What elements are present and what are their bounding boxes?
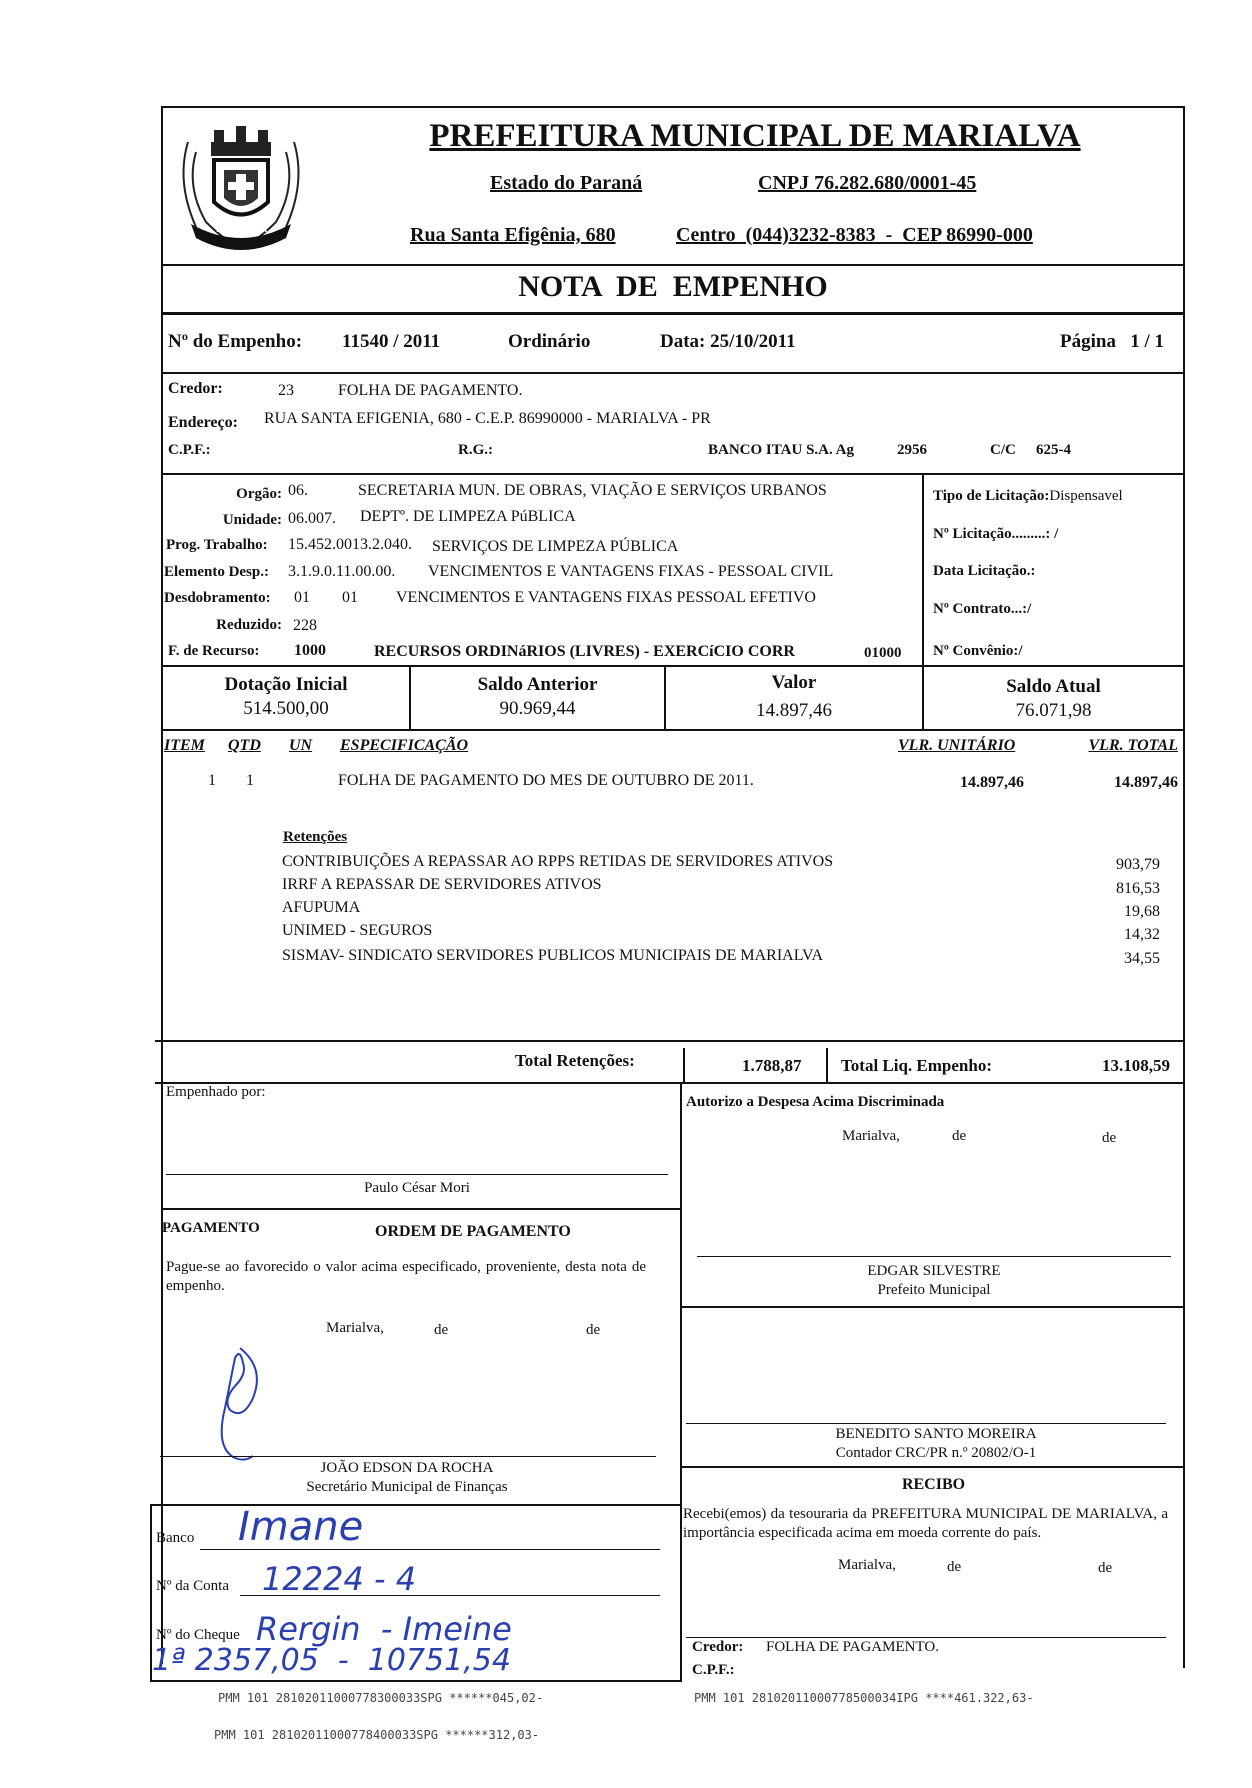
cnpj: CNPJ 76.282.680/0001-45 <box>758 172 977 194</box>
dotacao-value: 514.500,00 <box>243 698 329 719</box>
retencao-1-value: 903,79 <box>1116 856 1160 873</box>
col-qtd: QTD <box>228 737 261 754</box>
empenho-number-label: Nº do Empenho: <box>168 331 303 352</box>
dotacao-label: Dotação Inicial <box>224 674 348 695</box>
item-desc: FOLHA DE PAGAMENTO DO MES DE OUTUBRO DE 2011. <box>338 772 754 789</box>
recibo-cpf-label: C.P.F.: <box>692 1662 735 1678</box>
desdobramento-label: Desdobramento: <box>164 590 271 606</box>
bank-stamp-left-2: PMM 101 28102011000778400033SPG ******312,03- <box>214 1728 540 1742</box>
totals-sep-1 <box>683 1048 685 1082</box>
licitacao-divider <box>922 474 924 666</box>
saldo-anterior-value: 90.969,44 <box>499 698 576 719</box>
retencao-2-value: 816,53 <box>1116 880 1160 897</box>
credor-label: Credor: <box>168 380 223 397</box>
contador-signature-line <box>686 1423 1166 1424</box>
cheque-label: Nº do Cheque <box>156 1627 240 1643</box>
address: Rua Santa Efigênia, 680 <box>410 224 616 246</box>
saldo-atual-value: 76.071,98 <box>1015 700 1092 721</box>
recibo-title: RECIBO <box>901 1476 966 1493</box>
empenho-divider <box>161 372 1185 374</box>
frame-top <box>161 106 1185 108</box>
banco-label: Banco <box>156 1530 195 1546</box>
title-divider <box>161 312 1185 315</box>
empenhado-signature-line <box>166 1174 668 1175</box>
data-licitacao: Data Licitação.: <box>933 563 1036 579</box>
bottom-split <box>680 1082 682 1682</box>
prog-trabalho-value: 15.452.0013.2.040. <box>288 536 412 553</box>
header-divider <box>161 264 1185 266</box>
numero-convenio: Nº Convênio:/ <box>933 643 1023 659</box>
col-un: UN <box>289 737 313 754</box>
pagamento-text: Pague-se ao favorecido o valor acima especificado, proveniente, desta nota de empenho. <box>166 1259 646 1294</box>
credor-code: 23 <box>278 382 294 399</box>
item-unit-value: 14.897,46 <box>960 774 1024 791</box>
prefeito-name: EDGAR SILVESTRE <box>867 1263 1001 1279</box>
state-name: Estado do Paraná <box>490 172 643 194</box>
district-phone-cep: Centro (044)3232-8383 - CEP 86990-000 <box>676 224 1033 246</box>
elemento-value: 3.1.9.0.11.00.00. <box>288 563 396 580</box>
conta-label: Nº da Conta <box>156 1578 229 1594</box>
saldo-anterior-label: Saldo Anterior <box>477 674 598 695</box>
municipal-seal <box>166 112 316 262</box>
cheque-line <box>150 1680 682 1682</box>
recurso-value: 1000 <box>294 642 326 659</box>
secretario-role: Secretário Municipal de Finanças <box>306 1479 508 1495</box>
retencao-3-desc: AFUPUMA <box>282 899 361 916</box>
banco-handwritten: Imane <box>238 1504 364 1550</box>
empenhado-divider <box>161 1208 681 1210</box>
pagamento-signature-line <box>160 1456 656 1457</box>
contador-box-top <box>682 1306 1185 1307</box>
cc-label: C/C <box>990 442 1016 458</box>
reduzido-label: Reduzido: <box>216 617 282 633</box>
recibo-text: Recebi(emos) da tesouraria da PREFEITURA MUNICIPAL DE MARIALVA, a importância especificada acima em moeda corrente do país. <box>683 1506 1168 1541</box>
numero-contrato: Nº Contrato...:/ <box>933 601 1032 617</box>
elemento-desc: VENCIMENTOS E VANTAGENS FIXAS - PESSOAL CIVIL <box>428 563 834 580</box>
prefeitura-title: PREFEITURA MUNICIPAL DE MARIALVA <box>429 118 1081 154</box>
credor-divider <box>161 473 1185 475</box>
valor-value: 14.897,46 <box>756 700 832 721</box>
credor-name: FOLHA DE PAGAMENTO. <box>338 382 523 399</box>
valor-label: Valor <box>771 672 817 693</box>
pagamento-city: Marialva, <box>326 1320 384 1336</box>
page-number: Página 1 / 1 <box>1060 331 1164 352</box>
agency-number: 2956 <box>897 442 927 458</box>
cc-value: 625-4 <box>1036 442 1071 458</box>
empenhado-name: Paulo César Mori <box>364 1180 470 1196</box>
conta-handwritten: 12224 - 4 <box>262 1560 417 1598</box>
ordem-pagamento-title: ORDEM DE PAGAMENTO <box>375 1223 571 1240</box>
autorizo-title: Autorizo a Despesa Acima Discriminada <box>686 1094 945 1110</box>
recibo-signature-line <box>686 1637 1166 1638</box>
total-liquido-label: Total Liq. Empenho: <box>841 1056 992 1075</box>
tipo-licitacao-value: Dispensavel <box>1049 488 1123 504</box>
pagamento-de-2: de <box>586 1322 601 1338</box>
retencao-4-desc: UNIMED - SEGUROS <box>282 922 433 939</box>
empenhado-label: Empenhado por: <box>166 1084 266 1100</box>
total-retencoes-value: 1.788,87 <box>742 1056 802 1075</box>
signature-icon <box>205 1338 295 1466</box>
secretario-name: JOÃO EDSON DA ROCHA <box>320 1460 494 1476</box>
item-total-value: 14.897,46 <box>1114 774 1178 791</box>
unidade-desc: DEPTº. DE LIMPEZA PúBLICA <box>360 508 576 525</box>
item-number: 1 <box>208 772 216 789</box>
bank-stamp-right-1: PMM 101 28102011000778500034IPG ****461.322,63- <box>694 1691 1034 1705</box>
cheque-handwritten-1: Rergin - Imeine <box>256 1610 512 1648</box>
rg-label: R.G.: <box>458 442 493 458</box>
contador-divider <box>682 1466 1185 1468</box>
saldos-divider <box>161 729 1185 731</box>
recibo-de-2: de <box>1098 1560 1113 1576</box>
autorizo-city: Marialva, <box>842 1128 900 1144</box>
empenho-type: Ordinário <box>508 331 591 352</box>
recibo-credor-value: FOLHA DE PAGAMENTO. <box>766 1639 939 1655</box>
retencao-5-desc: SISMAV- SINDICATO SERVIDORES PUBLICOS MUNICIPAIS DE MARIALVA <box>282 947 824 964</box>
totals-bottom <box>155 1082 1185 1084</box>
frame-left <box>161 106 163 1664</box>
seal-text: MARIALVA <box>216 225 267 235</box>
autorizo-de-2: de <box>1102 1130 1117 1146</box>
numero-licitacao: Nº Licitação.........: / <box>933 526 1059 542</box>
pagamento-de-1: de <box>434 1322 449 1338</box>
bank-stamp-left-1: PMM 101 28102011000778300033SPG ******045,02- <box>218 1691 544 1705</box>
endereco-label: Endereço: <box>168 414 238 431</box>
recurso-desc: RECURSOS ORDINáRIOS (LIVRES) - EXERCíCIO CORR <box>374 643 795 660</box>
contador-role: Contador CRC/PR n.º 20802/O-1 <box>835 1445 1037 1461</box>
empenho-date: Data: 25/10/2011 <box>660 331 796 352</box>
unidade-code: 06.007. <box>288 510 336 527</box>
orgao-desc: SECRETARIA MUN. DE OBRAS, VIAÇÃO E SERVIÇOS URBANOS <box>358 482 827 499</box>
doc-title: NOTA DE EMPENHO <box>518 270 828 303</box>
prog-trabalho-desc: SERVIÇOS DE LIMPEZA PÚBLICA <box>432 538 679 555</box>
totals-top <box>155 1040 1185 1042</box>
autorizo-de-1: de <box>952 1128 967 1144</box>
cpf-label: C.P.F.: <box>168 442 211 458</box>
endereco-value: RUA SANTA EFIGENIA, 680 - C.E.P. 86990000 - MARIALVA - PR <box>264 410 711 427</box>
contador-name: BENEDITO SANTO MOREIRA <box>835 1426 1037 1442</box>
autorizo-signature-line <box>697 1256 1171 1257</box>
tipo-licitacao-label <box>933 488 1123 505</box>
retencao-1-desc: CONTRIBUIÇÕES A REPASSAR AO RPPS RETIDAS DE SERVIDORES ATIVOS <box>282 853 834 870</box>
pagamento-divider <box>152 1504 682 1506</box>
elemento-label: Elemento Desp.: <box>164 564 269 580</box>
recurso-label: F. de Recurso: <box>168 643 260 659</box>
handwritten-signature <box>205 1338 295 1466</box>
saldo-atual-label: Saldo Atual <box>1006 676 1101 697</box>
desdobramento-b: 01 <box>342 589 358 606</box>
col-vlr-unitario: VLR. UNITÁRIO <box>898 737 1016 754</box>
orgao-label: Orgão: <box>236 486 282 502</box>
empenho-number: 11540 / 2011 <box>342 331 441 352</box>
retencao-3-value: 19,68 <box>1124 903 1160 920</box>
item-qtd: 1 <box>246 772 254 789</box>
col-especificacao: ESPECIFICAÇÃO <box>340 737 469 754</box>
prefeito-role: Prefeito Municipal <box>877 1282 991 1298</box>
cheque-handwritten-2: 1ª 2357,05 - 10751,54 <box>152 1643 511 1678</box>
bank-name: BANCO ITAU S.A. Ag <box>708 442 854 458</box>
retencao-5-value: 34,55 <box>1124 950 1160 967</box>
retencao-2-desc: IRRF A REPASSAR DE SERVIDORES ATIVOS <box>282 876 602 893</box>
desdobramento-desc: VENCIMENTOS E VANTAGENS FIXAS PESSOAL EFETIVO <box>396 589 816 606</box>
pagamento-label: PAGAMENTO <box>162 1220 260 1236</box>
col-item: ITEM <box>164 737 205 754</box>
retencao-4-value: 14,32 <box>1124 926 1160 943</box>
retencoes-title: Retenções <box>283 829 348 845</box>
tipo-licitacao-text: Tipo de Licitação: <box>933 488 1050 504</box>
orcamento-divider <box>161 665 1185 667</box>
recibo-credor-label: Credor: <box>692 1639 744 1655</box>
desdobramento-a: 01 <box>294 589 310 606</box>
coat-of-arms-icon <box>166 112 316 262</box>
prog-trabalho-label: Prog. Trabalho: <box>166 537 268 553</box>
recurso-code: 01000 <box>864 645 902 661</box>
recibo-de-1: de <box>947 1559 962 1575</box>
col-vlr-total: VLR. TOTAL <box>1088 737 1178 754</box>
recibo-city: Marialva, <box>838 1557 896 1573</box>
totals-sep-2 <box>826 1048 828 1082</box>
total-retencoes-label: Total Retenções: <box>515 1051 635 1070</box>
reduzido-value: 228 <box>293 617 317 634</box>
unidade-label: Unidade: <box>222 512 282 528</box>
total-liquido-value: 13.108,59 <box>1102 1056 1170 1075</box>
orgao-code: 06. <box>288 482 308 499</box>
